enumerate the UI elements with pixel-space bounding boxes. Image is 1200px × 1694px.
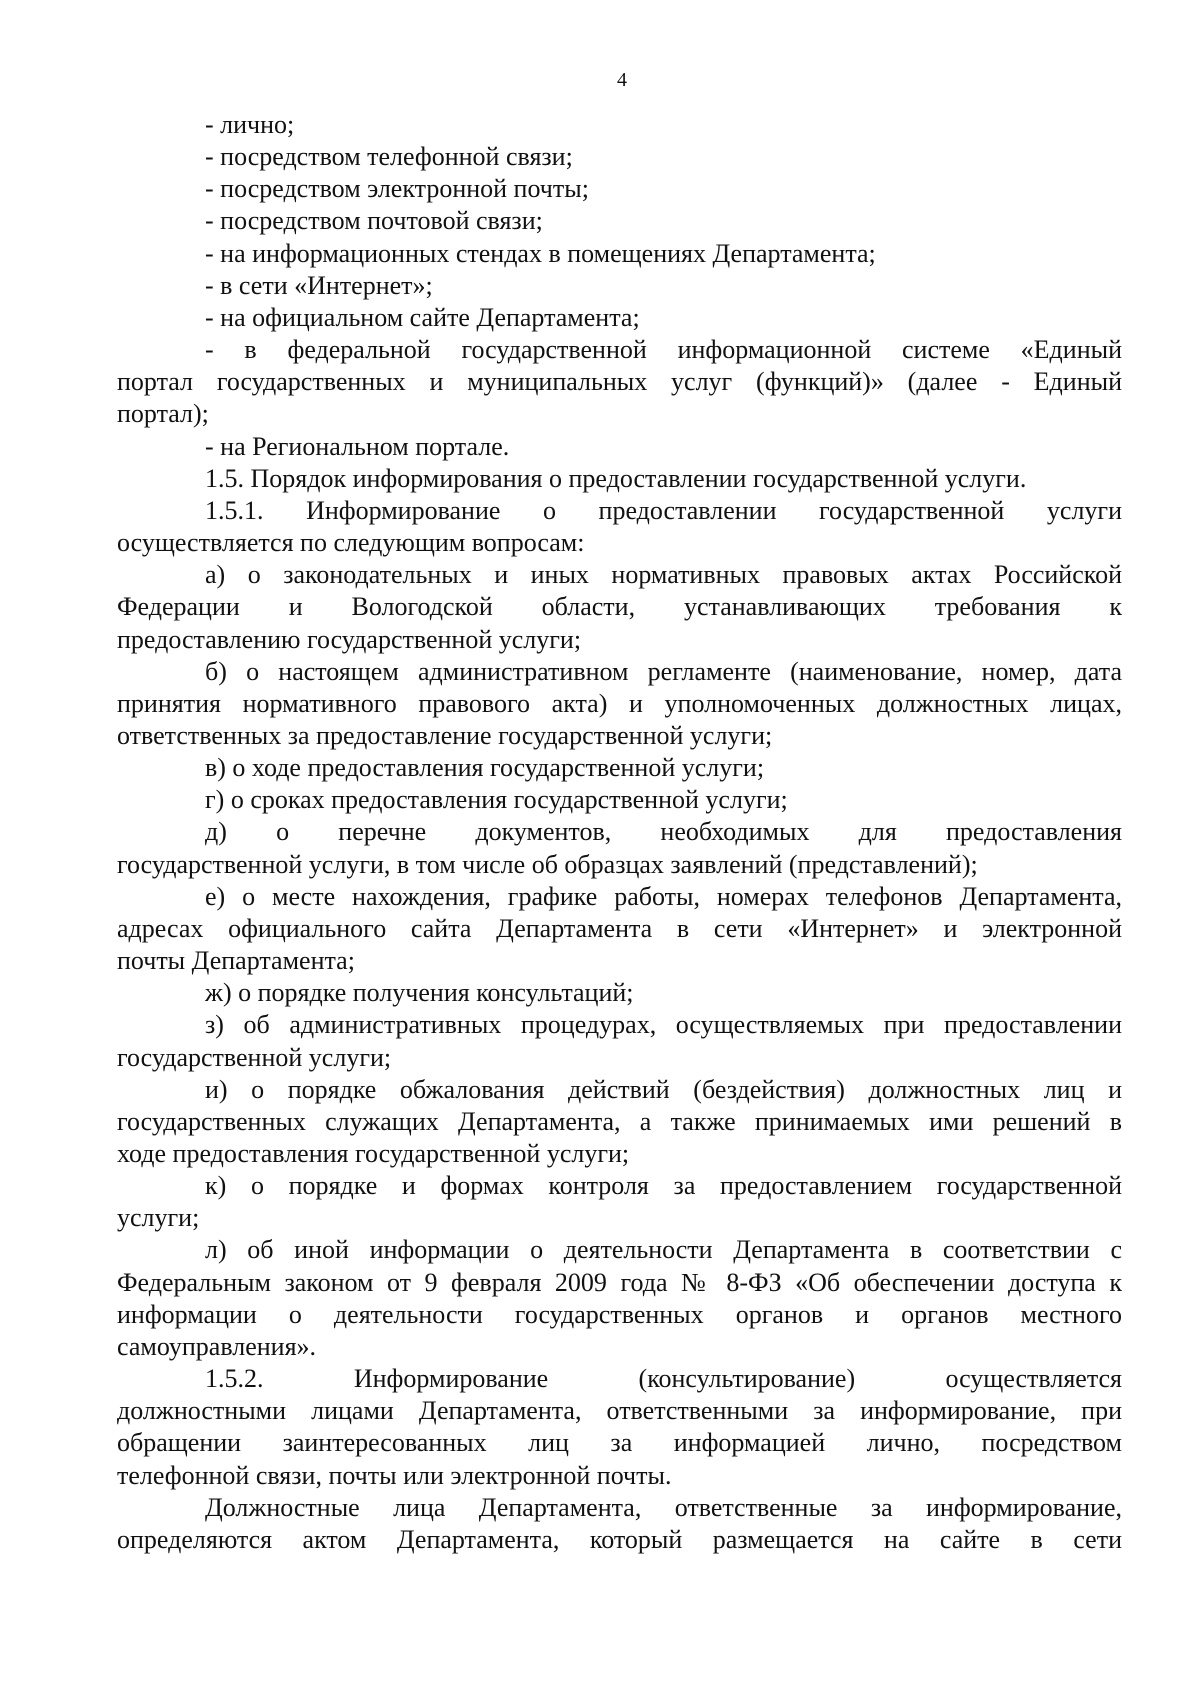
text-line: и) о порядке обжалования действий (бездействия) должностных лиц и bbox=[205, 1074, 1122, 1104]
text-line: л) об иной информации о деятельности Департамента в соответствии с bbox=[205, 1235, 1122, 1265]
text-line: - на информационных стендах в помещениях Департамента; bbox=[205, 238, 876, 268]
text-line: в) о ходе предоставления государственной услуги; bbox=[205, 753, 765, 783]
text-line: 1.5.2. Информирование (консультирование) осуществляется bbox=[205, 1364, 1122, 1394]
text-line: з) об административных процедурах, осуществляемых при предоставлении bbox=[205, 1010, 1122, 1040]
text-line: - посредством почтовой связи; bbox=[205, 206, 543, 236]
text-line: ж) о порядке получения консультаций; bbox=[205, 978, 634, 1008]
text-line: - лично; bbox=[205, 110, 295, 139]
text-line: почты Департамента; bbox=[117, 946, 355, 976]
text-line: - на официальном сайте Департамента; bbox=[205, 302, 640, 332]
text-line: предоставлению государственной услуги; bbox=[117, 624, 582, 654]
document-body bbox=[117, 109, 1122, 1556]
text-line: - в федеральной государственной информационной системе «Единый bbox=[205, 335, 1122, 365]
text-line: ходе предоставления государственной услуги; bbox=[117, 1139, 630, 1168]
text-line: - в сети «Интернет»; bbox=[205, 270, 433, 300]
page-number: 4 bbox=[617, 69, 627, 91]
text-line: определяются актом Департамента, который размещается на сайте в сети bbox=[117, 1524, 1122, 1554]
text-line: должностными лицами Департамента, ответственными за информирование, при bbox=[117, 1396, 1122, 1426]
text-line: Федерации и Вологодской области, устанавливающих требования к bbox=[117, 592, 1122, 622]
text-line: услуги; bbox=[117, 1203, 200, 1233]
text-line: г) о сроках предоставления государственной услуги; bbox=[205, 785, 788, 815]
text-line: государственной услуги; bbox=[117, 1042, 392, 1072]
text-line: осуществляется по следующим вопросам: bbox=[117, 528, 585, 558]
text-line: - на Региональном портале. bbox=[205, 431, 510, 461]
text-line: ответственных за предоставление государственной услуги; bbox=[117, 720, 773, 750]
text-line: телефонной связи, почты или электронной почты. bbox=[117, 1460, 672, 1490]
text-line: д) о перечне документов, необходимых для предоставления bbox=[205, 817, 1122, 847]
text-line: - посредством электронной почты; bbox=[205, 174, 589, 204]
text-line: Должностные лица Департамента, ответственные за информирование, bbox=[205, 1492, 1122, 1522]
text-line: самоуправления». bbox=[117, 1331, 317, 1361]
text-line: а) о законодательных и иных нормативных правовых актах Российской bbox=[205, 560, 1122, 590]
text-line: портал); bbox=[117, 399, 209, 429]
text-line: Федеральным законом от 9 февраля 2009 года № 8-ФЗ «Об обеспечении доступа к bbox=[117, 1267, 1122, 1297]
text-line: к) о порядке и формах контроля за предоставлением государственной bbox=[205, 1171, 1122, 1201]
text-line: принятия нормативного правового акта) и уполномоченных должностных лицах, bbox=[117, 688, 1122, 718]
text-line: портал государственных и муниципальных услуг (функций)» (далее - Единый bbox=[117, 367, 1122, 397]
text-line: государственных служащих Департамента, а также принимаемых ими решений в bbox=[117, 1106, 1122, 1136]
text-line: государственной услуги, в том числе об образцах заявлений (представлений); bbox=[117, 849, 978, 879]
text-line: адресах официального сайта Департамента в сети «Интернет» и электронной bbox=[117, 913, 1122, 943]
text-line: обращении заинтересованных лиц за информацией лично, посредством bbox=[117, 1428, 1122, 1458]
text-line: - посредством телефонной связи; bbox=[205, 142, 573, 172]
text-line: б) о настоящем административном регламенте (наименование, номер, дата bbox=[205, 656, 1122, 686]
section-heading: 1.5. Порядок информирования о предоставлении государственной услуги. bbox=[205, 463, 1027, 493]
text-line: е) о месте нахождения, графике работы, номерах телефонов Департамента, bbox=[205, 881, 1122, 911]
text-line: информации о деятельности государственных органов и органов местного bbox=[117, 1299, 1122, 1329]
text-line: 1.5.1. Информирование о предоставлении государственной услуги bbox=[205, 495, 1122, 525]
